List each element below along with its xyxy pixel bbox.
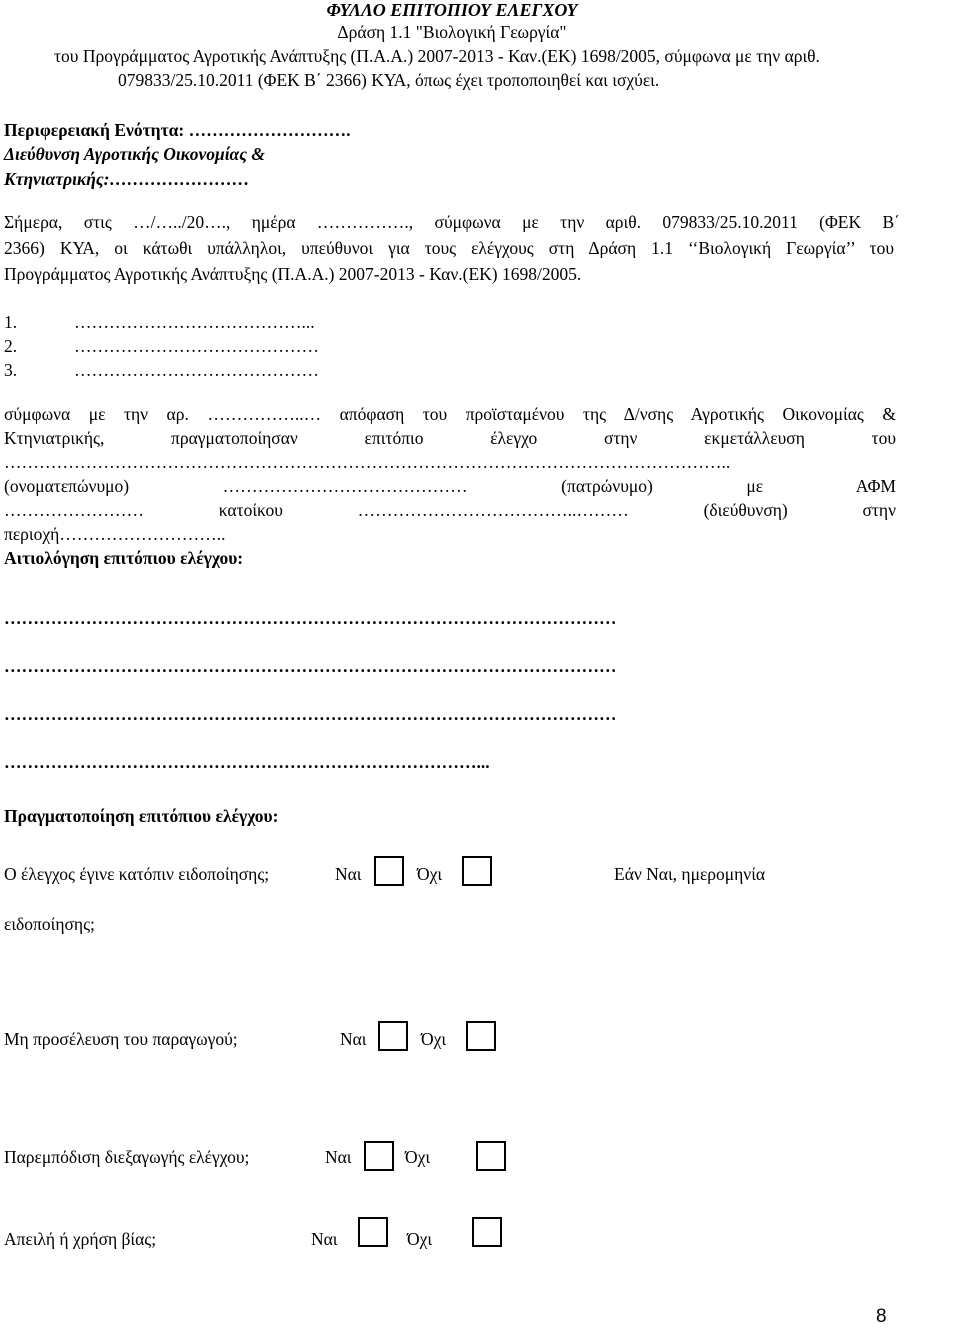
inspector-3-field[interactable]: …………………………………… — [74, 360, 319, 380]
justification-label: Αιτιολόγηση επιτόπιου ελέγχου: — [4, 548, 244, 568]
decision-line-2: Κτηνιατρικής, πραγματοποίησαν επιτόπιο έλεγχο στην εκμετάλλευση του — [4, 428, 896, 448]
justification-line-3[interactable]: …………………………………………………………………………………………… — [4, 704, 617, 724]
header-program-line: του Προγράμματος Αγροτικής Ανάπτυξης (Π.Α.Α.) 2007-2013 - Καν.(ΕΚ) 1698/2005, σύμφωνα με την αριθ. — [54, 46, 820, 66]
decision-line-6: περιοχή……………………….. — [4, 524, 226, 544]
no-show-yes-checkbox[interactable] — [378, 1021, 408, 1051]
obstruction-yes-checkbox[interactable] — [364, 1141, 394, 1171]
no-show-no-label: Όχι — [421, 1029, 447, 1049]
intro-line-3: Προγράμματος Αγροτικής Ανάπτυξης (Π.Α.Α.) 2007-2013 - Καν.(ΕΚ) 1698/2005. — [4, 264, 582, 284]
inspector-2-field[interactable]: …………………………………… — [74, 336, 319, 356]
obstruction-no-label: Όχι — [405, 1147, 431, 1167]
inspector-2-number: 2. — [4, 336, 18, 356]
region-label: Περιφερειακή Ενότητα: ………………………. — [4, 120, 351, 140]
inspector-1-field[interactable]: …………………………………... — [74, 312, 315, 332]
execution-label: Πραγματοποίηση επιτόπιου ελέγχου: — [4, 806, 279, 826]
violence-yes-label: Ναι — [311, 1229, 338, 1249]
decision-line-1: σύμφωνα με την αρ. ……………..… απόφαση του προϊσταμένου της Δ/νσης Αγροτικής Οικονομίας & — [4, 404, 896, 424]
notification-yes-label: Ναι — [335, 864, 362, 884]
violence-question: Απειλή ή χρήση βίας; — [4, 1229, 157, 1249]
no-show-no-checkbox[interactable] — [466, 1021, 496, 1051]
notification-no-label: Όχι — [417, 864, 443, 884]
intro-line-2: 2366) ΚΥΑ, οι κάτωθι υπάλληλοι, υπεύθυνοι για τους ελέγχους στη Δράση 1.1 ‘‘Βιολογική Γεωργία’’ του — [4, 238, 894, 258]
notification-question-cont: ειδοποίησης; — [4, 914, 95, 934]
violence-no-checkbox[interactable] — [472, 1217, 502, 1247]
holder-name-field[interactable]: …………………………………………………………………………………………………………….. — [4, 452, 731, 472]
no-show-question: Μη προσέλευση του παραγωγού; — [4, 1029, 238, 1049]
inspector-3-number: 3. — [4, 360, 18, 380]
header-action-line: Δράση 1.1 "Βιολογική Γεωργία" — [337, 22, 567, 42]
notification-question: Ο έλεγχος έγινε κατόπιν ειδοποίησης; — [4, 864, 270, 884]
no-show-yes-label: Ναι — [340, 1029, 367, 1049]
notification-yes-checkbox[interactable] — [374, 856, 404, 886]
notification-date-label: Εάν Ναι, ημερομηνία — [614, 864, 766, 884]
justification-line-4[interactable]: ………………………………………………………………………... — [4, 752, 490, 772]
justification-line-1[interactable]: …………………………………………………………………………………………… — [4, 608, 617, 628]
violence-yes-checkbox[interactable] — [358, 1217, 388, 1247]
decision-line-5: …………………… κατοίκου ………………………………..……… (διεύθυνση) στην — [4, 500, 896, 520]
directorate-label-cont: Κτηνιατρικής:…………………… — [4, 169, 250, 189]
form-title: ΦΥΛΛΟ ΕΠΙΤΟΠΙΟΥ ΕΛΕΓΧΟΥ — [326, 0, 578, 20]
decision-line-4: (ονοματεπώνυμο) …………………………………… (πατρώνυμο) με ΑΦΜ — [4, 476, 896, 496]
notification-no-checkbox[interactable] — [462, 856, 492, 886]
obstruction-no-checkbox[interactable] — [476, 1141, 506, 1171]
justification-line-2[interactable]: …………………………………………………………………………………………… — [4, 656, 617, 676]
obstruction-yes-label: Ναι — [325, 1147, 352, 1167]
directorate-label: Διεύθυνση Αγροτικής Οικονομίας & — [4, 144, 266, 164]
header-kya-line: 079833/25.10.2011 (ΦΕΚ Β΄ 2366) ΚΥΑ, όπως έχει τροποποιηθεί και ισχύει. — [118, 70, 660, 90]
inspector-1-number: 1. — [4, 312, 18, 332]
obstruction-question: Παρεμπόδιση διεξαγωγής ελέγχου; — [4, 1147, 250, 1167]
violence-no-label: Όχι — [407, 1229, 433, 1249]
intro-line-1: Σήμερα, στις …/…../20…., ημέρα ……………., σύμφωνα με την αριθ. 079833/25.10.2011 (ΦΕΚ Β΄ — [4, 212, 900, 232]
page-number: 8 — [876, 1306, 887, 1327]
